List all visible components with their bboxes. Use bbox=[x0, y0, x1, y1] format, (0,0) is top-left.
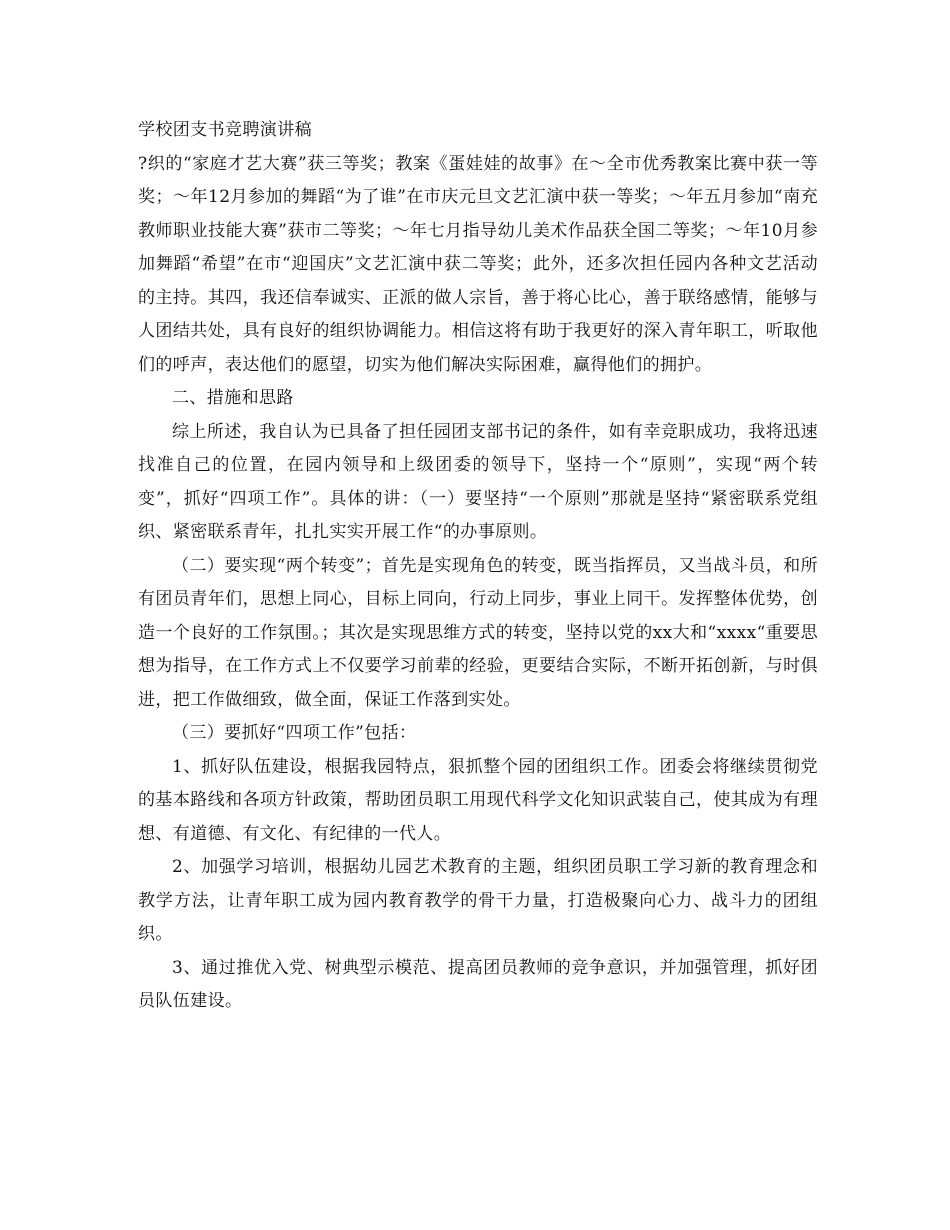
list-item-study-training: 2、加强学习培训，根据幼儿园艺术教育的主题，组织团员职工学习新的教育理念和教学方法，让青年职工成为园内教育教学的骨干力量，打造极聚向心力、战斗力的团组织。 bbox=[138, 857, 818, 944]
list-item-team-building: 1、抓好队伍建设，根据我园特点，狠抓整个园的团组织工作。团委会将继续贯彻党的基本路线和各项方针政策，帮助团员职工用现代科学文化知识武装自己，使其成为有理想、有道德、有文化、有纪律的一代人。 bbox=[138, 756, 818, 844]
paragraph-two-transformations: （二）要实现“两个转变”；首先是实现角色的转变，既当指挥员，又当战斗员，和所有团员青年们，思想上同心，目标上同向，行动上同步，事业上同干。发挥整体优势，创造一个良好的工作氛围。；其次是实现思维方式的转变，坚持以党的xx大和“xxxx“重要思想为指导，在工作方式上不仅要学习前辈的经验，更要结合实际，不断开拓创新，与时俱进，把工作做细致，做全面，保证工作落到实处。 bbox=[138, 555, 818, 710]
paragraph-four-tasks-intro: （三）要抓好“四项工作”包括： bbox=[172, 723, 417, 743]
document-body bbox=[138, 114, 818, 1019]
list-item-party-recommendation: 3、通过推优入党、树典型示模范、提高团员教师的竞争意识，并加强管理，抓好团员队伍建设。 bbox=[138, 957, 818, 1011]
paragraph-summary-principle: 综上所述，我自认为已具备了担任园团支部书记的条件，如有幸竞职成功，我将迅速找准自己的位置，在园内领导和上级团委的领导下，坚持一个“原则”，实现“两个转变”，抓好“四项工作”。具体的讲：（一）要坚持“一个原则”那就是坚持“紧密联系党组织、紧密联系青年，扎扎实实开展工作“的办事原则。 bbox=[138, 421, 818, 542]
document-title: 学校团支书竞聘演讲稿 bbox=[138, 120, 312, 140]
paragraph-awards-continuation: ?织的“家庭才艺大赛”获三等奖；教案《蛋娃娃的故事》在～全市优秀教案比赛中获一等奖；～年12月参加的舞蹈“为了谁”在市庆元旦文艺汇演中获一等奖；～年五月参加“南充教师职业技能大赛”获市二等奖；～年七月指导幼儿美术作品获全国二等奖；～年10月参加舞蹈“希望”在市“迎国庆”文艺汇演中获二等奖；此外，还多次担任园内各种文艺活动的主持。其四，我还信奉诚实、正派的做人宗旨，善于将心比心，善于联络感情，能够与人团结共处，具有良好的组织协调能力。相信这将有助于我更好的深入青年职工，听取他们的呼声，表达他们的愿望，切实为他们解决实际困难，赢得他们的拥护。 bbox=[138, 153, 818, 375]
section-heading-measures: 二、措施和思路 bbox=[172, 388, 294, 408]
